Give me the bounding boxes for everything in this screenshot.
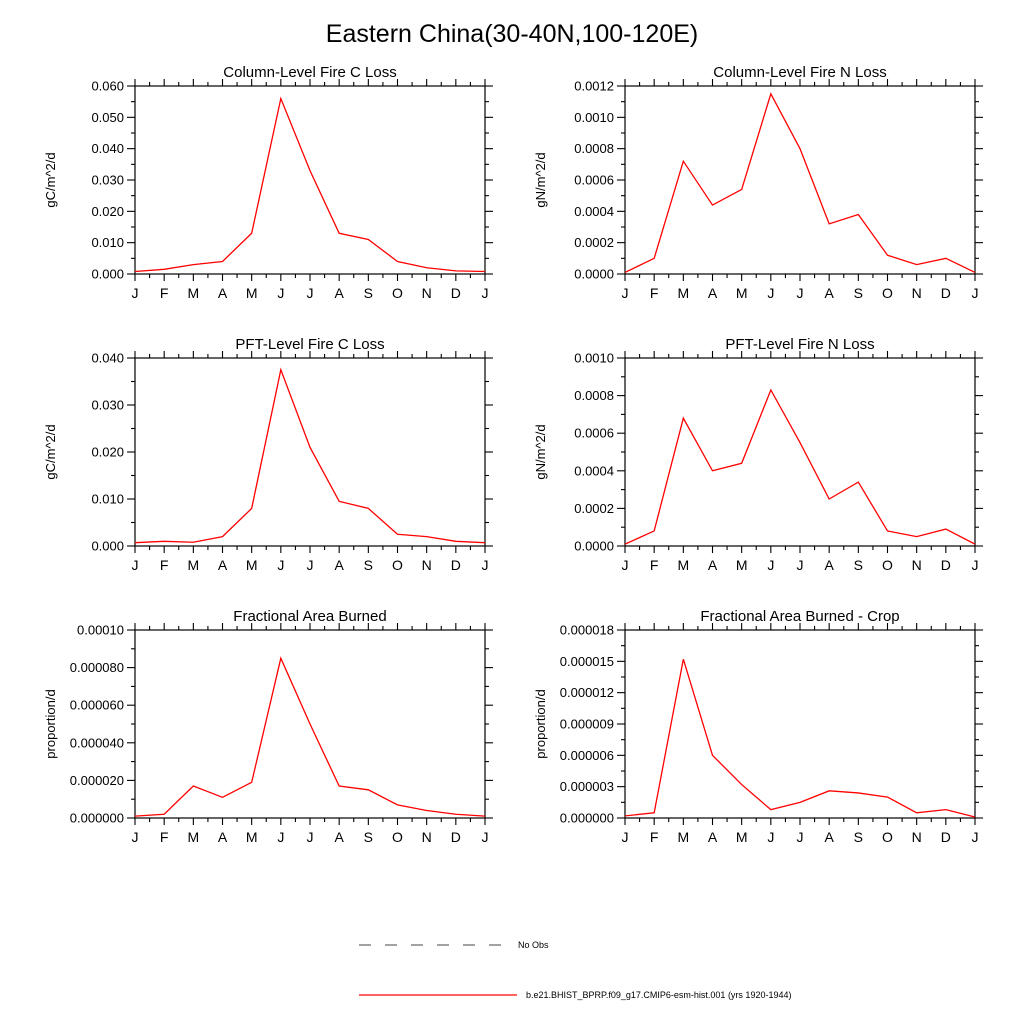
svg-text:M: M: [677, 557, 690, 573]
svg-text:0.050: 0.050: [91, 109, 124, 125]
svg-text:J: J: [131, 829, 139, 845]
svg-text:0.000: 0.000: [91, 266, 124, 282]
page-title: Eastern China(30-40N,100-120E): [325, 20, 699, 48]
svg-text:J: J: [277, 557, 285, 573]
no-obs-line-swatch: [358, 941, 510, 949]
svg-text:D: D: [450, 285, 461, 301]
svg-text:Column-Level Fire C Loss: Column-Level Fire C Loss: [223, 64, 397, 81]
svg-text:Fractional Area Burned: Fractional Area Burned: [233, 608, 387, 625]
svg-text:proportion/d: proportion/d: [43, 689, 58, 759]
chart-column-level-fire-c-loss: [40, 62, 500, 322]
svg-text:M: M: [245, 829, 258, 845]
svg-text:A: A: [217, 557, 228, 573]
legend-series-label: b.e21.BHIST_BPRP.f09_g17.CMIP6-esm-hist.001 (yrs 1920-1944): [526, 990, 792, 1000]
svg-text:M: M: [187, 285, 200, 301]
svg-text:J: J: [767, 557, 775, 573]
svg-text:0.060: 0.060: [91, 78, 124, 94]
chart-pft-level-fire-n-loss: [530, 334, 990, 594]
svg-text:F: F: [159, 557, 169, 573]
svg-text:0.000009: 0.000009: [559, 716, 614, 732]
svg-text:0.0010: 0.0010: [574, 109, 614, 125]
svg-text:A: A: [334, 557, 344, 573]
svg-text:M: M: [245, 557, 258, 573]
legend-entry-series: [358, 990, 791, 1000]
svg-text:0.0012: 0.0012: [574, 78, 614, 94]
svg-text:0.000000: 0.000000: [69, 810, 124, 826]
svg-text:J: J: [971, 285, 979, 301]
svg-text:gC/m^2/d: gC/m^2/d: [43, 424, 58, 480]
svg-text:A: A: [334, 829, 344, 845]
svg-text:J: J: [767, 285, 775, 301]
svg-text:O: O: [392, 557, 403, 573]
svg-text:0.000: 0.000: [91, 538, 124, 554]
svg-text:J: J: [971, 557, 979, 573]
svg-text:gN/m^2/d: gN/m^2/d: [533, 424, 548, 480]
svg-text:J: J: [621, 829, 629, 845]
svg-text:N: N: [911, 285, 922, 301]
chart-fractional-area-burned-crop: [530, 606, 990, 866]
svg-text:J: J: [621, 557, 629, 573]
svg-text:F: F: [159, 829, 169, 845]
svg-text:J: J: [481, 557, 489, 573]
svg-text:A: A: [707, 829, 718, 845]
svg-text:F: F: [649, 285, 659, 301]
svg-text:J: J: [767, 829, 775, 845]
chart-pft-level-fire-c-loss: [40, 334, 500, 594]
svg-text:0.000040: 0.000040: [69, 735, 124, 751]
svg-text:M: M: [735, 557, 748, 573]
svg-text:N: N: [911, 557, 922, 573]
svg-text:D: D: [450, 829, 461, 845]
svg-text:O: O: [392, 829, 403, 845]
svg-text:gN/m^2/d: gN/m^2/d: [533, 152, 548, 208]
svg-text:N: N: [421, 285, 432, 301]
svg-text:A: A: [707, 285, 718, 301]
svg-text:J: J: [621, 285, 629, 301]
svg-text:0.000003: 0.000003: [559, 779, 614, 795]
svg-text:0.010: 0.010: [91, 235, 124, 251]
svg-text:0.0000: 0.0000: [574, 266, 614, 282]
svg-text:S: S: [363, 557, 374, 573]
svg-text:PFT-Level Fire N Loss: PFT-Level Fire N Loss: [725, 336, 875, 353]
svg-text:0.010: 0.010: [91, 491, 124, 507]
svg-text:0.000060: 0.000060: [69, 697, 124, 713]
svg-text:0.0004: 0.0004: [574, 203, 614, 219]
svg-text:F: F: [649, 829, 659, 845]
svg-text:O: O: [882, 829, 893, 845]
svg-text:O: O: [392, 285, 403, 301]
svg-text:0.000000: 0.000000: [559, 810, 614, 826]
svg-text:J: J: [796, 285, 804, 301]
svg-text:0.030: 0.030: [91, 397, 124, 413]
svg-text:M: M: [187, 557, 200, 573]
svg-text:0.0002: 0.0002: [574, 235, 614, 251]
svg-text:0.0004: 0.0004: [574, 463, 614, 479]
svg-text:J: J: [971, 829, 979, 845]
svg-text:M: M: [245, 285, 258, 301]
svg-text:gC/m^2/d: gC/m^2/d: [43, 152, 58, 208]
svg-text:0.0000: 0.0000: [574, 538, 614, 554]
svg-text:S: S: [363, 285, 374, 301]
svg-text:PFT-Level Fire C Loss: PFT-Level Fire C Loss: [235, 336, 385, 353]
svg-text:0.0008: 0.0008: [574, 388, 614, 404]
svg-text:0.00010: 0.00010: [77, 622, 124, 638]
svg-text:J: J: [306, 557, 314, 573]
svg-text:Fractional Area Burned - Crop: Fractional Area Burned - Crop: [700, 608, 900, 625]
svg-text:0.0010: 0.0010: [574, 350, 614, 366]
svg-text:0.000012: 0.000012: [559, 685, 614, 701]
svg-text:0.040: 0.040: [91, 350, 124, 366]
svg-text:M: M: [735, 829, 748, 845]
svg-text:J: J: [306, 285, 314, 301]
svg-text:F: F: [649, 557, 659, 573]
svg-text:N: N: [421, 829, 432, 845]
svg-text:0.0008: 0.0008: [574, 141, 614, 157]
svg-text:F: F: [159, 285, 169, 301]
svg-text:Column-Level Fire N Loss: Column-Level Fire N Loss: [713, 64, 887, 81]
svg-text:S: S: [853, 557, 864, 573]
svg-text:M: M: [677, 285, 690, 301]
svg-text:0.000006: 0.000006: [559, 747, 614, 763]
svg-text:0.000018: 0.000018: [559, 622, 614, 638]
svg-text:0.000080: 0.000080: [69, 660, 124, 676]
svg-text:M: M: [187, 829, 200, 845]
svg-text:J: J: [306, 829, 314, 845]
svg-text:0.020: 0.020: [91, 203, 124, 219]
svg-text:J: J: [277, 285, 285, 301]
svg-text:A: A: [824, 285, 834, 301]
svg-text:A: A: [824, 557, 834, 573]
svg-text:proportion/d: proportion/d: [533, 689, 548, 759]
svg-text:O: O: [882, 285, 893, 301]
svg-text:A: A: [217, 285, 228, 301]
svg-text:J: J: [481, 829, 489, 845]
svg-text:0.030: 0.030: [91, 172, 124, 188]
svg-text:A: A: [824, 829, 834, 845]
svg-text:D: D: [940, 285, 951, 301]
svg-text:N: N: [421, 557, 432, 573]
svg-text:J: J: [277, 829, 285, 845]
series-line-swatch: [358, 991, 518, 999]
svg-text:D: D: [940, 557, 951, 573]
svg-text:N: N: [911, 829, 922, 845]
svg-text:D: D: [940, 829, 951, 845]
svg-text:0.020: 0.020: [91, 444, 124, 460]
svg-text:S: S: [853, 829, 864, 845]
svg-text:A: A: [707, 557, 718, 573]
chart-fractional-area-burned: [40, 606, 500, 866]
svg-text:J: J: [796, 829, 804, 845]
svg-text:S: S: [363, 829, 374, 845]
legend-entry-no-obs: [358, 940, 549, 950]
svg-text:0.040: 0.040: [91, 141, 124, 157]
svg-text:A: A: [217, 829, 228, 845]
chart-column-level-fire-n-loss: [530, 62, 990, 322]
svg-text:M: M: [735, 285, 748, 301]
svg-text:A: A: [334, 285, 344, 301]
svg-text:J: J: [131, 557, 139, 573]
svg-text:S: S: [853, 285, 864, 301]
svg-text:0.0006: 0.0006: [574, 172, 614, 188]
svg-text:0.000020: 0.000020: [69, 772, 124, 788]
svg-text:J: J: [796, 557, 804, 573]
svg-text:0.0002: 0.0002: [574, 500, 614, 516]
legend-no-obs-label: No Obs: [518, 940, 549, 950]
svg-text:O: O: [882, 557, 893, 573]
svg-text:M: M: [677, 829, 690, 845]
svg-text:D: D: [450, 557, 461, 573]
svg-text:J: J: [481, 285, 489, 301]
svg-text:J: J: [131, 285, 139, 301]
svg-text:0.0006: 0.0006: [574, 425, 614, 441]
svg-text:0.000015: 0.000015: [559, 653, 614, 669]
